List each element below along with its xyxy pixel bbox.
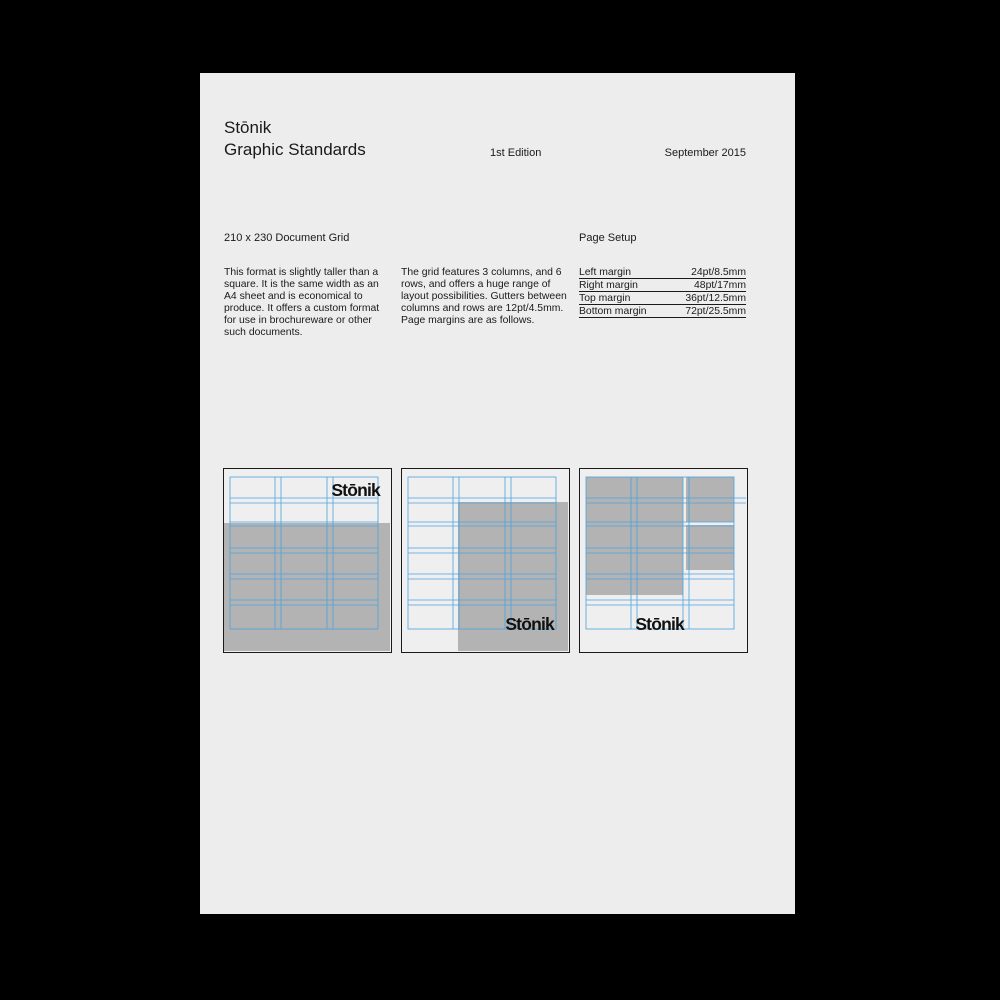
image-block-large [586,477,683,595]
margin-row-top [579,293,746,305]
image-block [224,523,390,651]
margin-row-bottom [579,306,746,318]
margin-label: Top margin [579,293,631,305]
margin-value: 48pt/17mm [694,280,746,292]
image-block-small-bottom [686,525,734,570]
grid-example-1 [223,468,392,653]
margin-row-left [579,267,746,279]
margin-label: Bottom margin [579,306,647,318]
document-title [224,117,366,161]
page-title: Graphic Standards [224,140,366,159]
logo-text: Stōnik [635,614,684,634]
grid-section-title: 210 x 230 Document Grid [224,232,350,244]
page-setup-title: Page Setup [579,232,637,244]
grid-example-3-drawing [580,469,746,651]
document-page [200,73,795,914]
logo-text: Stōnik [505,614,554,634]
date-label: September 2015 [664,147,746,159]
margin-value: 72pt/25.5mm [685,306,746,318]
margin-label: Right margin [579,280,638,292]
grid-description-1: This format is slightly taller than a square. It is the same width as an A4 sheet and is economical to produce. It offers a custom format for use in brochureware or other such documents. [224,267,380,339]
grid-example-1-drawing [224,469,390,651]
grid-example-3 [579,468,748,653]
logo-text: Stōnik [331,480,380,500]
edition-label: 1st Edition [490,147,542,159]
grid-example-2 [401,468,570,653]
brand-name: Stōnik [224,118,272,137]
margin-value: 36pt/12.5mm [685,293,746,305]
grid-description-2: The grid features 3 columns, and 6 rows, and offers a huge range of layout possibilities. Gutters between columns and rows are 12pt/4.5mm. Page margins are as follows. [401,267,567,327]
image-block-small-top [686,477,734,522]
grid-example-2-drawing [402,469,568,651]
margin-value: 24pt/8.5mm [691,267,746,278]
margins-table [579,267,746,319]
margin-label: Left margin [579,267,631,278]
margin-row-right [579,280,746,292]
